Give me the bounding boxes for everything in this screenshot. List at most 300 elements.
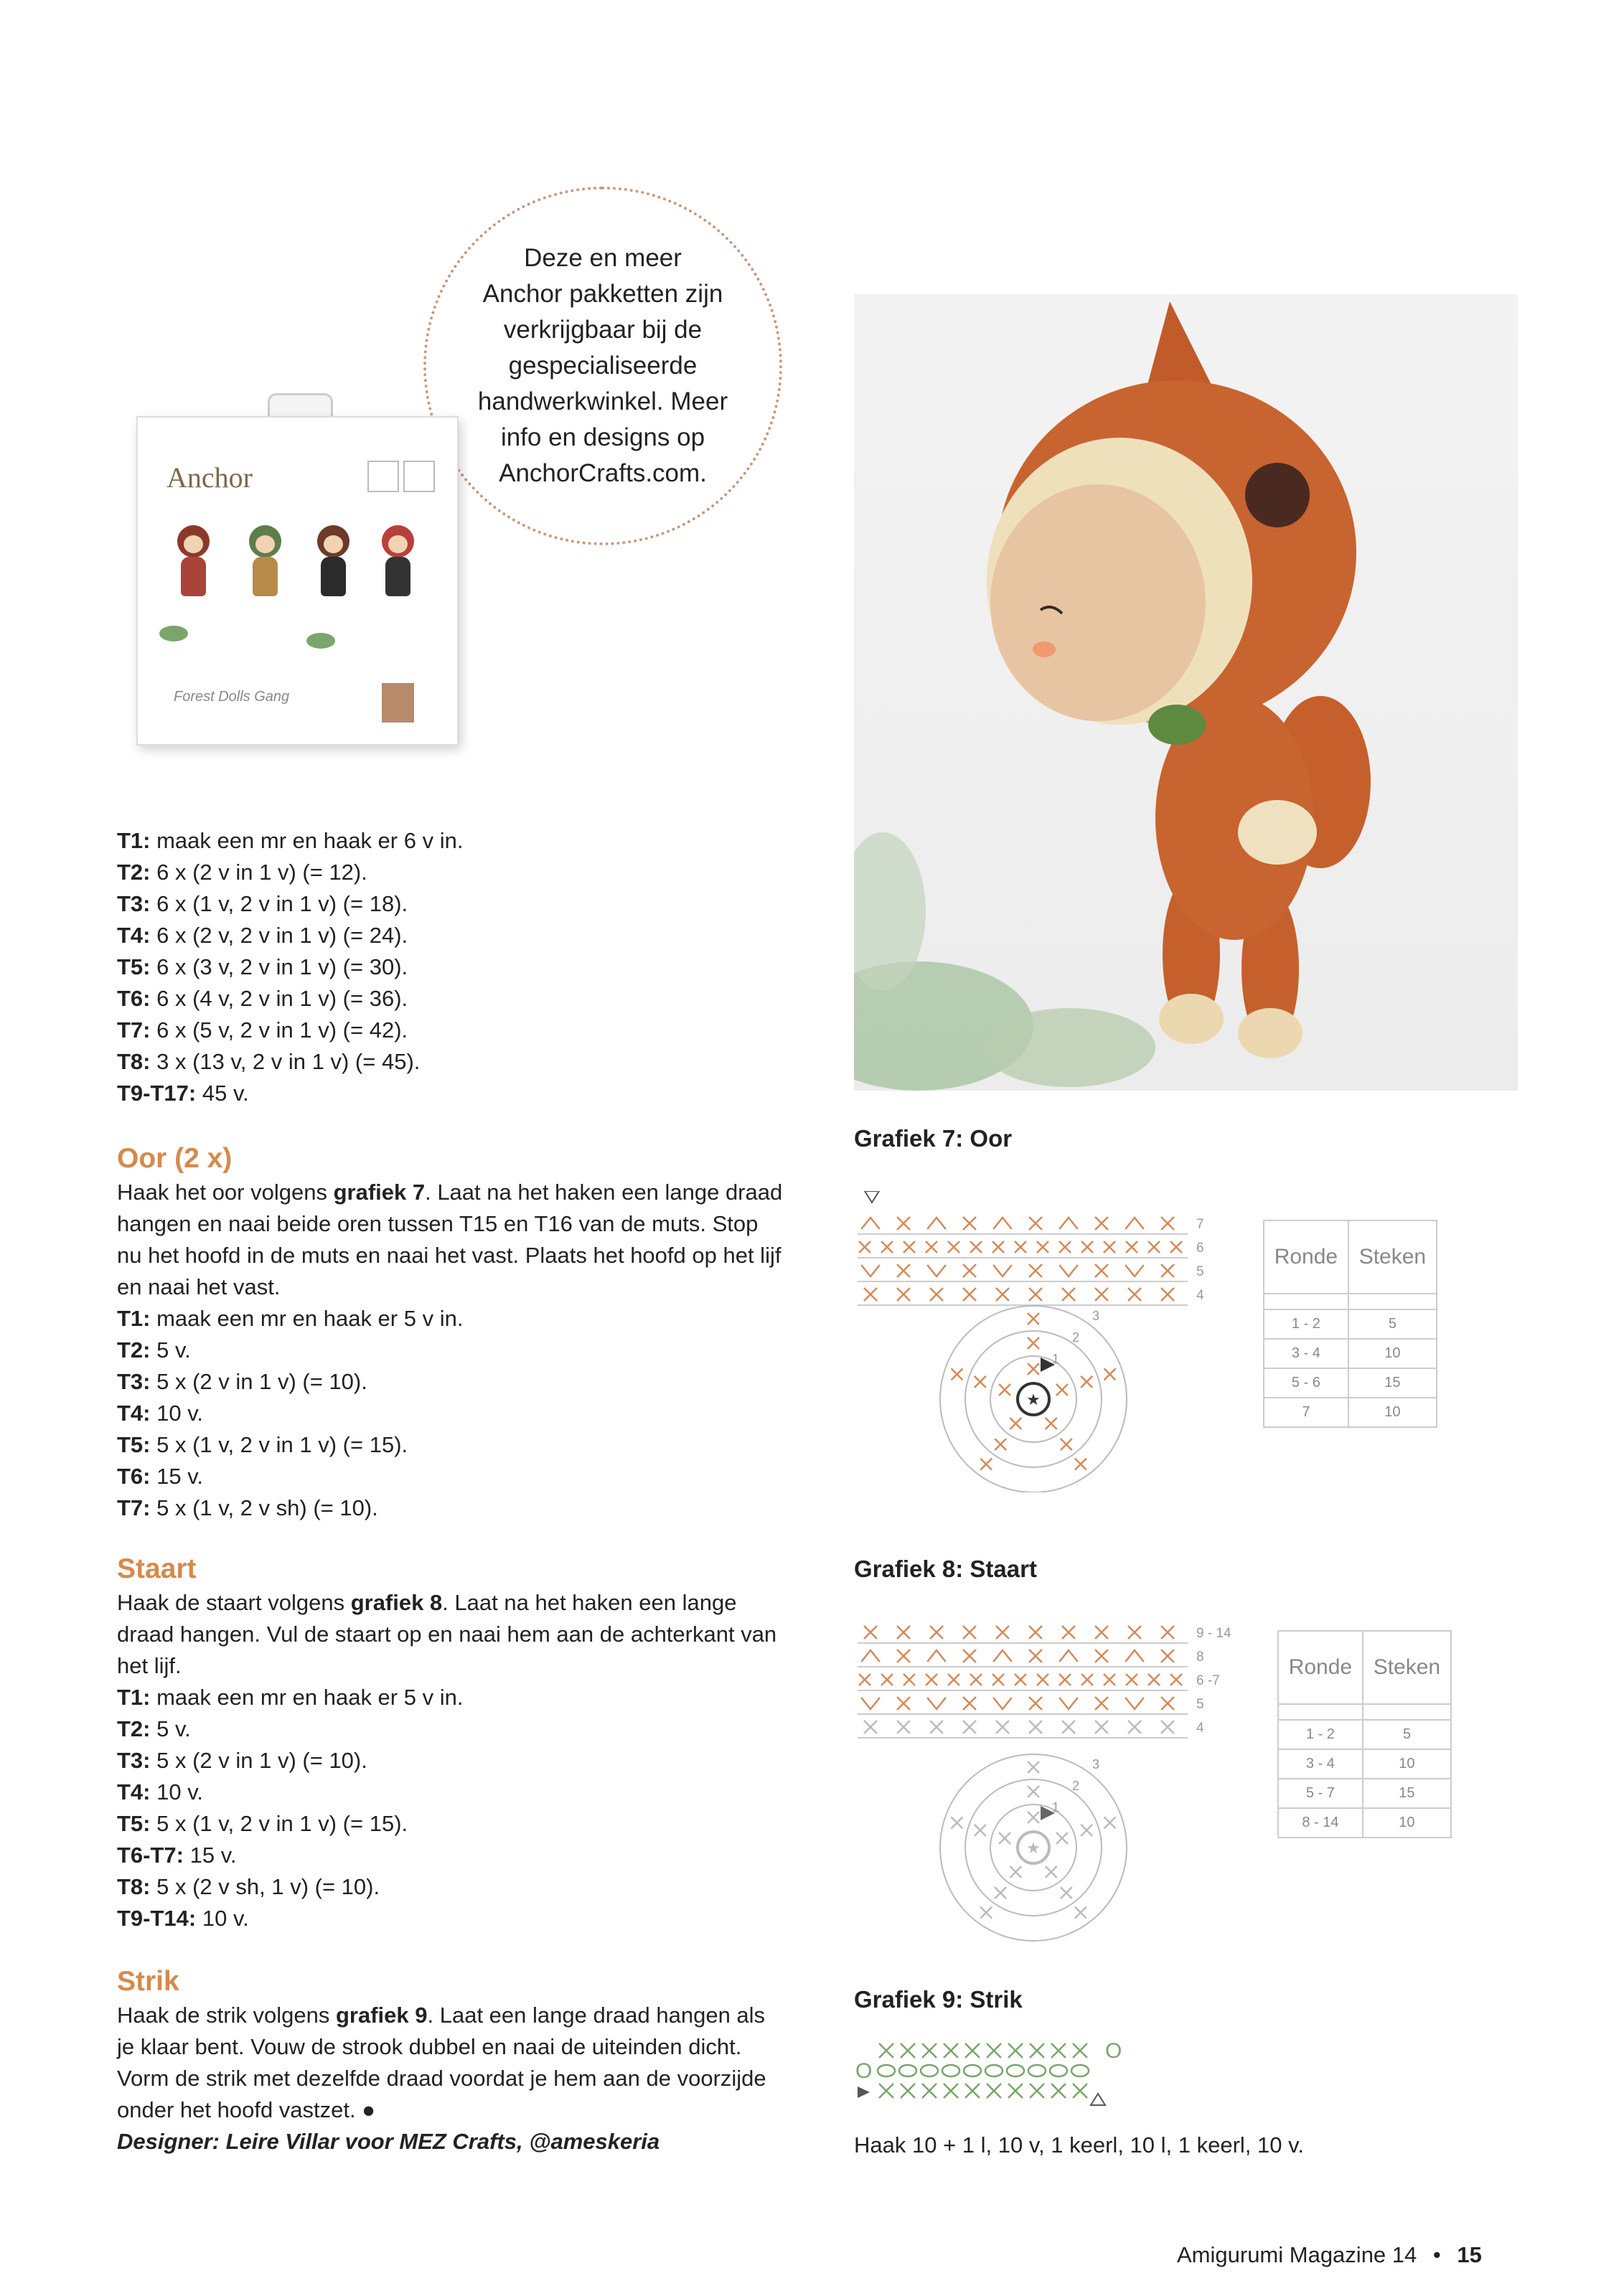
stitch-x (1148, 1241, 1160, 1253)
doll-figure (314, 525, 353, 604)
stitch-x (975, 1825, 986, 1836)
stitch-x (1161, 1650, 1174, 1662)
round-label: T4: (117, 923, 151, 948)
round-row (117, 1303, 784, 1335)
stitch-x (1161, 1288, 1174, 1301)
round-row (117, 1015, 784, 1046)
stitch-x (859, 1241, 870, 1253)
grafiek9-caption: Haak 10 + 1 l, 10 v, 1 keerl, 10 l, 1 keerl, 10 v. (854, 2132, 1304, 2158)
stitch-inc (861, 1698, 880, 1709)
round-label: T9-T14: (117, 1906, 197, 1931)
stitch-x (1095, 1697, 1108, 1710)
table-cell: 1 - 2 (1264, 1309, 1348, 1339)
round-text: maak een mr en haak er 5 v in. (150, 1306, 464, 1331)
box-badges (403, 461, 435, 492)
stitch-dec (1059, 1218, 1078, 1229)
round-text: 5 x (1 v, 2 v in 1 v) (= 15). (150, 1811, 408, 1836)
stitch-x (1075, 1459, 1086, 1470)
stitch-x (1037, 1241, 1048, 1253)
chain-stitch (964, 2065, 981, 2076)
stitch-x (1062, 1626, 1075, 1639)
stitch-x (881, 1241, 893, 1253)
stitch-x (1015, 1241, 1026, 1253)
stitch-x (1028, 1761, 1039, 1773)
round-label: T6: (117, 986, 151, 1011)
ring-label: 3 (1092, 1757, 1100, 1772)
stitch-x (1030, 2084, 1044, 2098)
stitch-x (948, 1674, 959, 1685)
stitch-x (1029, 1650, 1042, 1662)
ring-label: 2 (1072, 1779, 1080, 1793)
round-row (117, 1335, 784, 1366)
head-rows (117, 825, 784, 1109)
fox-illustration (854, 294, 1518, 1091)
round-row (117, 857, 784, 888)
stitch-x (1161, 1697, 1174, 1710)
designer-credit: Designer: Leire Villar voor MEZ Crafts, @ameskeria (117, 2129, 660, 2154)
table-header: Ronde (1278, 1631, 1363, 1704)
round-label: T2: (117, 1716, 151, 1741)
stitch-x (1095, 1650, 1108, 1662)
stitch-x (948, 1241, 959, 1253)
grafiek7-title: Grafiek 7: Oor (854, 1125, 1013, 1152)
stitch-x (903, 1241, 915, 1253)
stitch-x (1128, 1288, 1141, 1301)
round-text: 5 x (1 v, 2 v in 1 v) (= 15). (150, 1432, 408, 1457)
stitch-x (1059, 1674, 1071, 1685)
strik-section (117, 1964, 784, 2158)
round-label: T2: (117, 1337, 151, 1363)
stitch-x (1128, 1626, 1141, 1639)
stitch-x (1148, 1674, 1160, 1685)
head-instructions (117, 825, 784, 1109)
stitch-inc (1059, 1265, 1078, 1276)
table-row (1264, 1398, 1437, 1427)
round-row (117, 1713, 784, 1745)
grafiek8-title: Grafiek 8: Staart (854, 1556, 1037, 1582)
round-label: T9-T17: (117, 1081, 197, 1106)
end-marker (1091, 2094, 1105, 2105)
stitch-x (963, 1217, 976, 1230)
round-text: 5 v. (150, 1337, 191, 1363)
stitch-x (1030, 2043, 1044, 2058)
stitch-x (930, 1288, 943, 1301)
round-row (117, 951, 784, 983)
round-text: 6 x (2 v in 1 v) (= 12). (150, 860, 367, 885)
start-star: ★ (1026, 1391, 1041, 1408)
round-text: 5 x (1 v, 2 v sh) (= 10). (150, 1495, 378, 1520)
table-row (1278, 1749, 1451, 1779)
round-text: 10 v. (196, 1906, 249, 1931)
stitch-x (1029, 1721, 1042, 1733)
stitch-x (1161, 1626, 1174, 1639)
table-header: Ronde (1264, 1220, 1348, 1294)
stitch-x (1028, 1786, 1039, 1797)
stitch-x (992, 1241, 1004, 1253)
stitch-x (922, 2043, 937, 2058)
stitch-x (980, 1907, 992, 1919)
table-cell: 10 (1363, 1808, 1451, 1838)
chain-stitch (1071, 2065, 1089, 2076)
anchor-logo: Anchor (166, 461, 253, 494)
info-bubble (423, 187, 782, 545)
page-number: 15 (1457, 2242, 1482, 2267)
oor-rows (117, 1303, 784, 1524)
stitch-inc (1125, 1698, 1144, 1709)
round-label: T5: (117, 954, 151, 979)
stitch-x (951, 1817, 962, 1828)
stitch-inc (1125, 1265, 1144, 1276)
stitch-x (1104, 1674, 1115, 1685)
stitch-x (1046, 1866, 1057, 1878)
stitch-x (996, 1288, 1009, 1301)
strik-title: Strik (117, 1966, 179, 1997)
stitch-x (963, 1650, 976, 1662)
stitch-x (1104, 1817, 1116, 1828)
stitch-x (864, 1721, 877, 1733)
row-label: 4 (1196, 1288, 1204, 1303)
round-row (117, 1461, 784, 1492)
table-cell: 7 (1264, 1398, 1348, 1427)
round-text: 6 x (3 v, 2 v in 1 v) (= 30). (150, 954, 408, 979)
magazine-name: Amigurumi Magazine 14 (1177, 2242, 1417, 2267)
table-cell: 10 (1348, 1339, 1437, 1368)
stitch-x (1073, 2043, 1087, 2058)
stitch-x (999, 1832, 1010, 1844)
product-name: Forest Dolls Gang (174, 689, 290, 705)
stitch-x (1008, 2084, 1023, 2098)
stitch-x (1061, 1439, 1072, 1450)
stitch-x (1010, 1866, 1021, 1878)
stitch-x (996, 1626, 1009, 1639)
chain-stitch (878, 2065, 895, 2076)
round-text: 5 v. (150, 1716, 191, 1741)
round-row (117, 1840, 784, 1871)
stitch-x (963, 1288, 976, 1301)
stitch-x (1028, 1812, 1039, 1823)
stitch-x (995, 1439, 1006, 1450)
stitch-x (987, 2084, 1001, 2098)
stitch-inc (993, 1698, 1012, 1709)
stitch-x (922, 2084, 937, 2098)
stitch-x (1010, 1418, 1021, 1429)
table-cell: 5 - 7 (1278, 1779, 1363, 1808)
chain-stitch (1050, 2065, 1067, 2076)
stitch-x (1075, 1907, 1086, 1919)
stitch-x (963, 1697, 976, 1710)
box-badges (367, 461, 399, 492)
stitch-x (999, 1384, 1010, 1396)
stitch-x (1095, 1288, 1108, 1301)
round-label: T6: (117, 1464, 151, 1489)
round-label: T7: (117, 1495, 151, 1520)
round-row (117, 1429, 784, 1461)
stitch-x (901, 2043, 915, 2058)
stitch-x (1051, 2043, 1066, 2058)
round-text: 6 x (2 v, 2 v in 1 v) (= 24). (150, 923, 408, 948)
stitch-x (1059, 1241, 1071, 1253)
stitch-x (879, 2043, 893, 2058)
chain-o: O (1105, 2039, 1122, 2063)
stitch-x (897, 1650, 910, 1662)
grafiek9-title: Grafiek 9: Strik (854, 1986, 1023, 2013)
grafiek9-chart (854, 2036, 1141, 2108)
end-marker (865, 1191, 879, 1203)
table-header: Steken (1348, 1220, 1437, 1294)
round-label: T5: (117, 1811, 151, 1836)
turn-o: O (855, 2059, 873, 2083)
stitch-x (1161, 1264, 1174, 1277)
table-row (1278, 1720, 1451, 1749)
stitch-x (1104, 1241, 1115, 1253)
round-row (117, 1777, 784, 1808)
round-label: T6-T7: (117, 1843, 184, 1868)
round-label: T3: (117, 1369, 151, 1394)
stitch-x (975, 1376, 986, 1388)
doll-figure (378, 525, 418, 604)
round-text: 5 x (2 v sh, 1 v) (= 10). (150, 1874, 380, 1899)
bubble-line: Deze en meer (524, 244, 682, 272)
stitch-inc (927, 1265, 946, 1276)
stitch-inc (927, 1698, 946, 1709)
stitch-dec (927, 1218, 946, 1229)
table-row (1264, 1309, 1437, 1339)
stitch-x (951, 1368, 962, 1380)
stitch-dec (927, 1650, 946, 1662)
stitch-x (963, 1721, 976, 1733)
doll-figure (174, 525, 213, 604)
stitch-x (1061, 1887, 1072, 1899)
staart-title: Staart (117, 1553, 197, 1584)
stitch-x (1081, 1674, 1093, 1685)
row-label: 4 (1196, 1721, 1204, 1736)
stitch-x (864, 1288, 877, 1301)
table-cell: 15 (1363, 1779, 1451, 1808)
stitch-x (1028, 1363, 1039, 1375)
round-row (117, 1366, 784, 1398)
stitch-dec (993, 1650, 1012, 1662)
round-label: T3: (117, 891, 151, 916)
stitch-x (1095, 1264, 1108, 1277)
stitch-x (1081, 1241, 1093, 1253)
bubble-line: Anchor pakketten zijn (482, 280, 723, 308)
stitch-x (879, 2084, 893, 2098)
table-row (1278, 1808, 1451, 1838)
page-footer (1177, 2242, 1482, 2268)
stitch-dec (1125, 1218, 1144, 1229)
table-cell: 10 (1348, 1398, 1437, 1427)
round-row (117, 825, 784, 857)
stitch-x (944, 2084, 958, 2098)
round-text: 15 v. (184, 1843, 237, 1868)
stitch-x (1029, 1697, 1042, 1710)
leaf-decoration (159, 626, 188, 641)
round-label: T3: (117, 1748, 151, 1773)
table-header: Steken (1363, 1631, 1451, 1704)
round-label: T8: (117, 1049, 151, 1074)
designer-thumb (382, 683, 414, 723)
round-text: 6 x (5 v, 2 v in 1 v) (= 42). (150, 1017, 408, 1043)
chain-stitch (942, 2065, 959, 2076)
ring-label: 1 (1052, 1352, 1060, 1366)
round-row (117, 1398, 784, 1429)
stitch-x (1161, 1721, 1174, 1733)
round-text: maak een mr en haak er 5 v in. (150, 1685, 464, 1710)
table-cell: 3 - 4 (1264, 1339, 1348, 1368)
table-row (1278, 1779, 1451, 1808)
stitch-dec (861, 1218, 880, 1229)
leaf-decoration (306, 633, 335, 649)
round-row (117, 1871, 784, 1903)
round-row (117, 1745, 784, 1777)
stitch-x (1081, 1376, 1092, 1388)
stitch-x (1015, 1674, 1026, 1685)
round-text: maak een mr en haak er 6 v in. (150, 828, 464, 853)
table-cell: 3 - 4 (1278, 1749, 1363, 1779)
stitch-x (1056, 1832, 1068, 1844)
oor-intro: Haak het oor volgens grafiek 7. Laat na het haken een lange draad hangen en naai beide oren tussen T15 en T16 van de muts. Stop nu het hoofd in de muts en naai het vast. Plaats het hoofd op het lijf en naai het vast. (117, 1180, 783, 1299)
stitch-x (1095, 1721, 1108, 1733)
table-cell: 10 (1363, 1749, 1451, 1779)
round-label: T8: (117, 1874, 151, 1899)
stitch-x (1046, 1418, 1057, 1429)
amigurumi-fox-photo (854, 294, 1518, 1091)
staart-section (117, 1551, 784, 1934)
round-text: 10 v. (150, 1779, 204, 1805)
stitch-x (944, 2043, 958, 2058)
row-label: 7 (1196, 1217, 1204, 1232)
stitch-x (1037, 1674, 1048, 1685)
table-cell: 5 (1363, 1720, 1451, 1749)
round-label: T1: (117, 828, 151, 853)
staart-rows (117, 1682, 784, 1934)
stitch-x (996, 1721, 1009, 1733)
stitch-x (1104, 1368, 1116, 1380)
stitch-x (965, 2084, 980, 2098)
stitch-x (965, 2043, 980, 2058)
bubble-line: verkrijgbaar bij de (503, 316, 703, 344)
chain-stitch (985, 2065, 1003, 2076)
bubble-line: gespecialiseerde (508, 352, 698, 380)
grafiek8-table (1277, 1630, 1452, 1838)
table-cell: 8 - 14 (1278, 1808, 1363, 1838)
stitch-x (970, 1241, 982, 1253)
bubble-line: AnchorCrafts.com. (499, 459, 707, 487)
footer-separator: • (1432, 2242, 1441, 2267)
stitch-x (1128, 1721, 1141, 1733)
ring-label: 1 (1052, 1800, 1060, 1815)
round-label: T1: (117, 1685, 151, 1710)
stitch-x (1029, 1264, 1042, 1277)
round-label: T4: (117, 1779, 151, 1805)
stitch-x (992, 1674, 1004, 1685)
stitch-inc (1059, 1698, 1078, 1709)
info-bubble-text (449, 240, 756, 491)
stitch-x (901, 2084, 915, 2098)
stitch-x (995, 1887, 1006, 1899)
stitch-dec (1059, 1650, 1078, 1662)
grafiek7-table (1263, 1220, 1437, 1428)
stitch-x (970, 1674, 982, 1685)
stitch-x (1073, 2084, 1087, 2098)
chain-stitch (1028, 2065, 1046, 2076)
stitch-x (1028, 1337, 1039, 1349)
round-text: 10 v. (150, 1401, 204, 1426)
round-text: 45 v. (196, 1081, 249, 1106)
stitch-x (1170, 1241, 1182, 1253)
stitch-x (963, 1264, 976, 1277)
round-row (117, 1046, 784, 1078)
bubble-line: handwerkwinkel. Meer (477, 387, 728, 415)
row-label: 5 (1196, 1697, 1204, 1712)
grafiek8-chart (858, 1618, 1274, 1948)
row-label: 8 (1196, 1650, 1204, 1665)
round-text: 15 v. (150, 1464, 204, 1489)
round-text: 3 x (13 v, 2 v in 1 v) (= 45). (150, 1049, 421, 1074)
bubble-line: info en designs op (500, 423, 705, 451)
round-label: T4: (117, 1401, 151, 1426)
row-label: 9 - 14 (1196, 1626, 1231, 1641)
oor-section (117, 1141, 784, 1524)
round-label: T7: (117, 1017, 151, 1043)
stitch-x (881, 1674, 893, 1685)
strik-intro: Haak de strik volgens grafiek 9. Laat een lange draad hangen als je klaar bent. Vouw de strook dubbel en naai de uiteinden dicht. Vorm de strik met dezelfde draad voordat je hem aan de voorzijde onder het hoofd vastzet. ● (117, 2003, 766, 2122)
start-star: ★ (1026, 1839, 1041, 1857)
ring-label: 3 (1092, 1309, 1100, 1323)
chain-stitch (899, 2065, 916, 2076)
round-row (117, 1492, 784, 1524)
round-label: T5: (117, 1432, 151, 1457)
stitch-x (930, 1626, 943, 1639)
stitch-x (1062, 1288, 1075, 1301)
chain-stitch (921, 2065, 938, 2076)
table-cell: 1 - 2 (1278, 1720, 1363, 1749)
round-row (117, 1903, 784, 1934)
round-row (117, 983, 784, 1015)
stitch-x (1161, 1217, 1174, 1230)
row-label: 6 (1196, 1241, 1204, 1256)
table-cell: 5 (1348, 1309, 1437, 1339)
oor-title: Oor (2 x) (117, 1143, 233, 1174)
product-box-image (136, 416, 459, 745)
stitch-x (1126, 1241, 1137, 1253)
stitch-x (897, 1697, 910, 1710)
stitch-x (1170, 1674, 1182, 1685)
stitch-x (1126, 1674, 1137, 1685)
start-arrow (858, 2086, 870, 2098)
stitch-x (980, 1459, 992, 1470)
stitch-x (1029, 1217, 1042, 1230)
row-label: 6 -7 (1196, 1673, 1220, 1688)
stitch-x (1029, 1626, 1042, 1639)
round-row (117, 888, 784, 920)
table-cell: 15 (1348, 1368, 1437, 1398)
stitch-x (963, 1626, 976, 1639)
stitch-x (1081, 1825, 1092, 1836)
stitch-x (930, 1721, 943, 1733)
table-row (1264, 1339, 1437, 1368)
ring-label: 2 (1072, 1330, 1080, 1345)
round-row (117, 1808, 784, 1840)
stitch-x (1029, 1288, 1042, 1301)
stitch-x (897, 1264, 910, 1277)
stitch-dec (993, 1218, 1012, 1229)
round-text: 5 x (2 v in 1 v) (= 10). (150, 1748, 367, 1773)
stitch-x (1008, 2043, 1023, 2058)
stitch-x (897, 1721, 910, 1733)
stitch-x (926, 1674, 937, 1685)
stitch-inc (861, 1265, 880, 1276)
